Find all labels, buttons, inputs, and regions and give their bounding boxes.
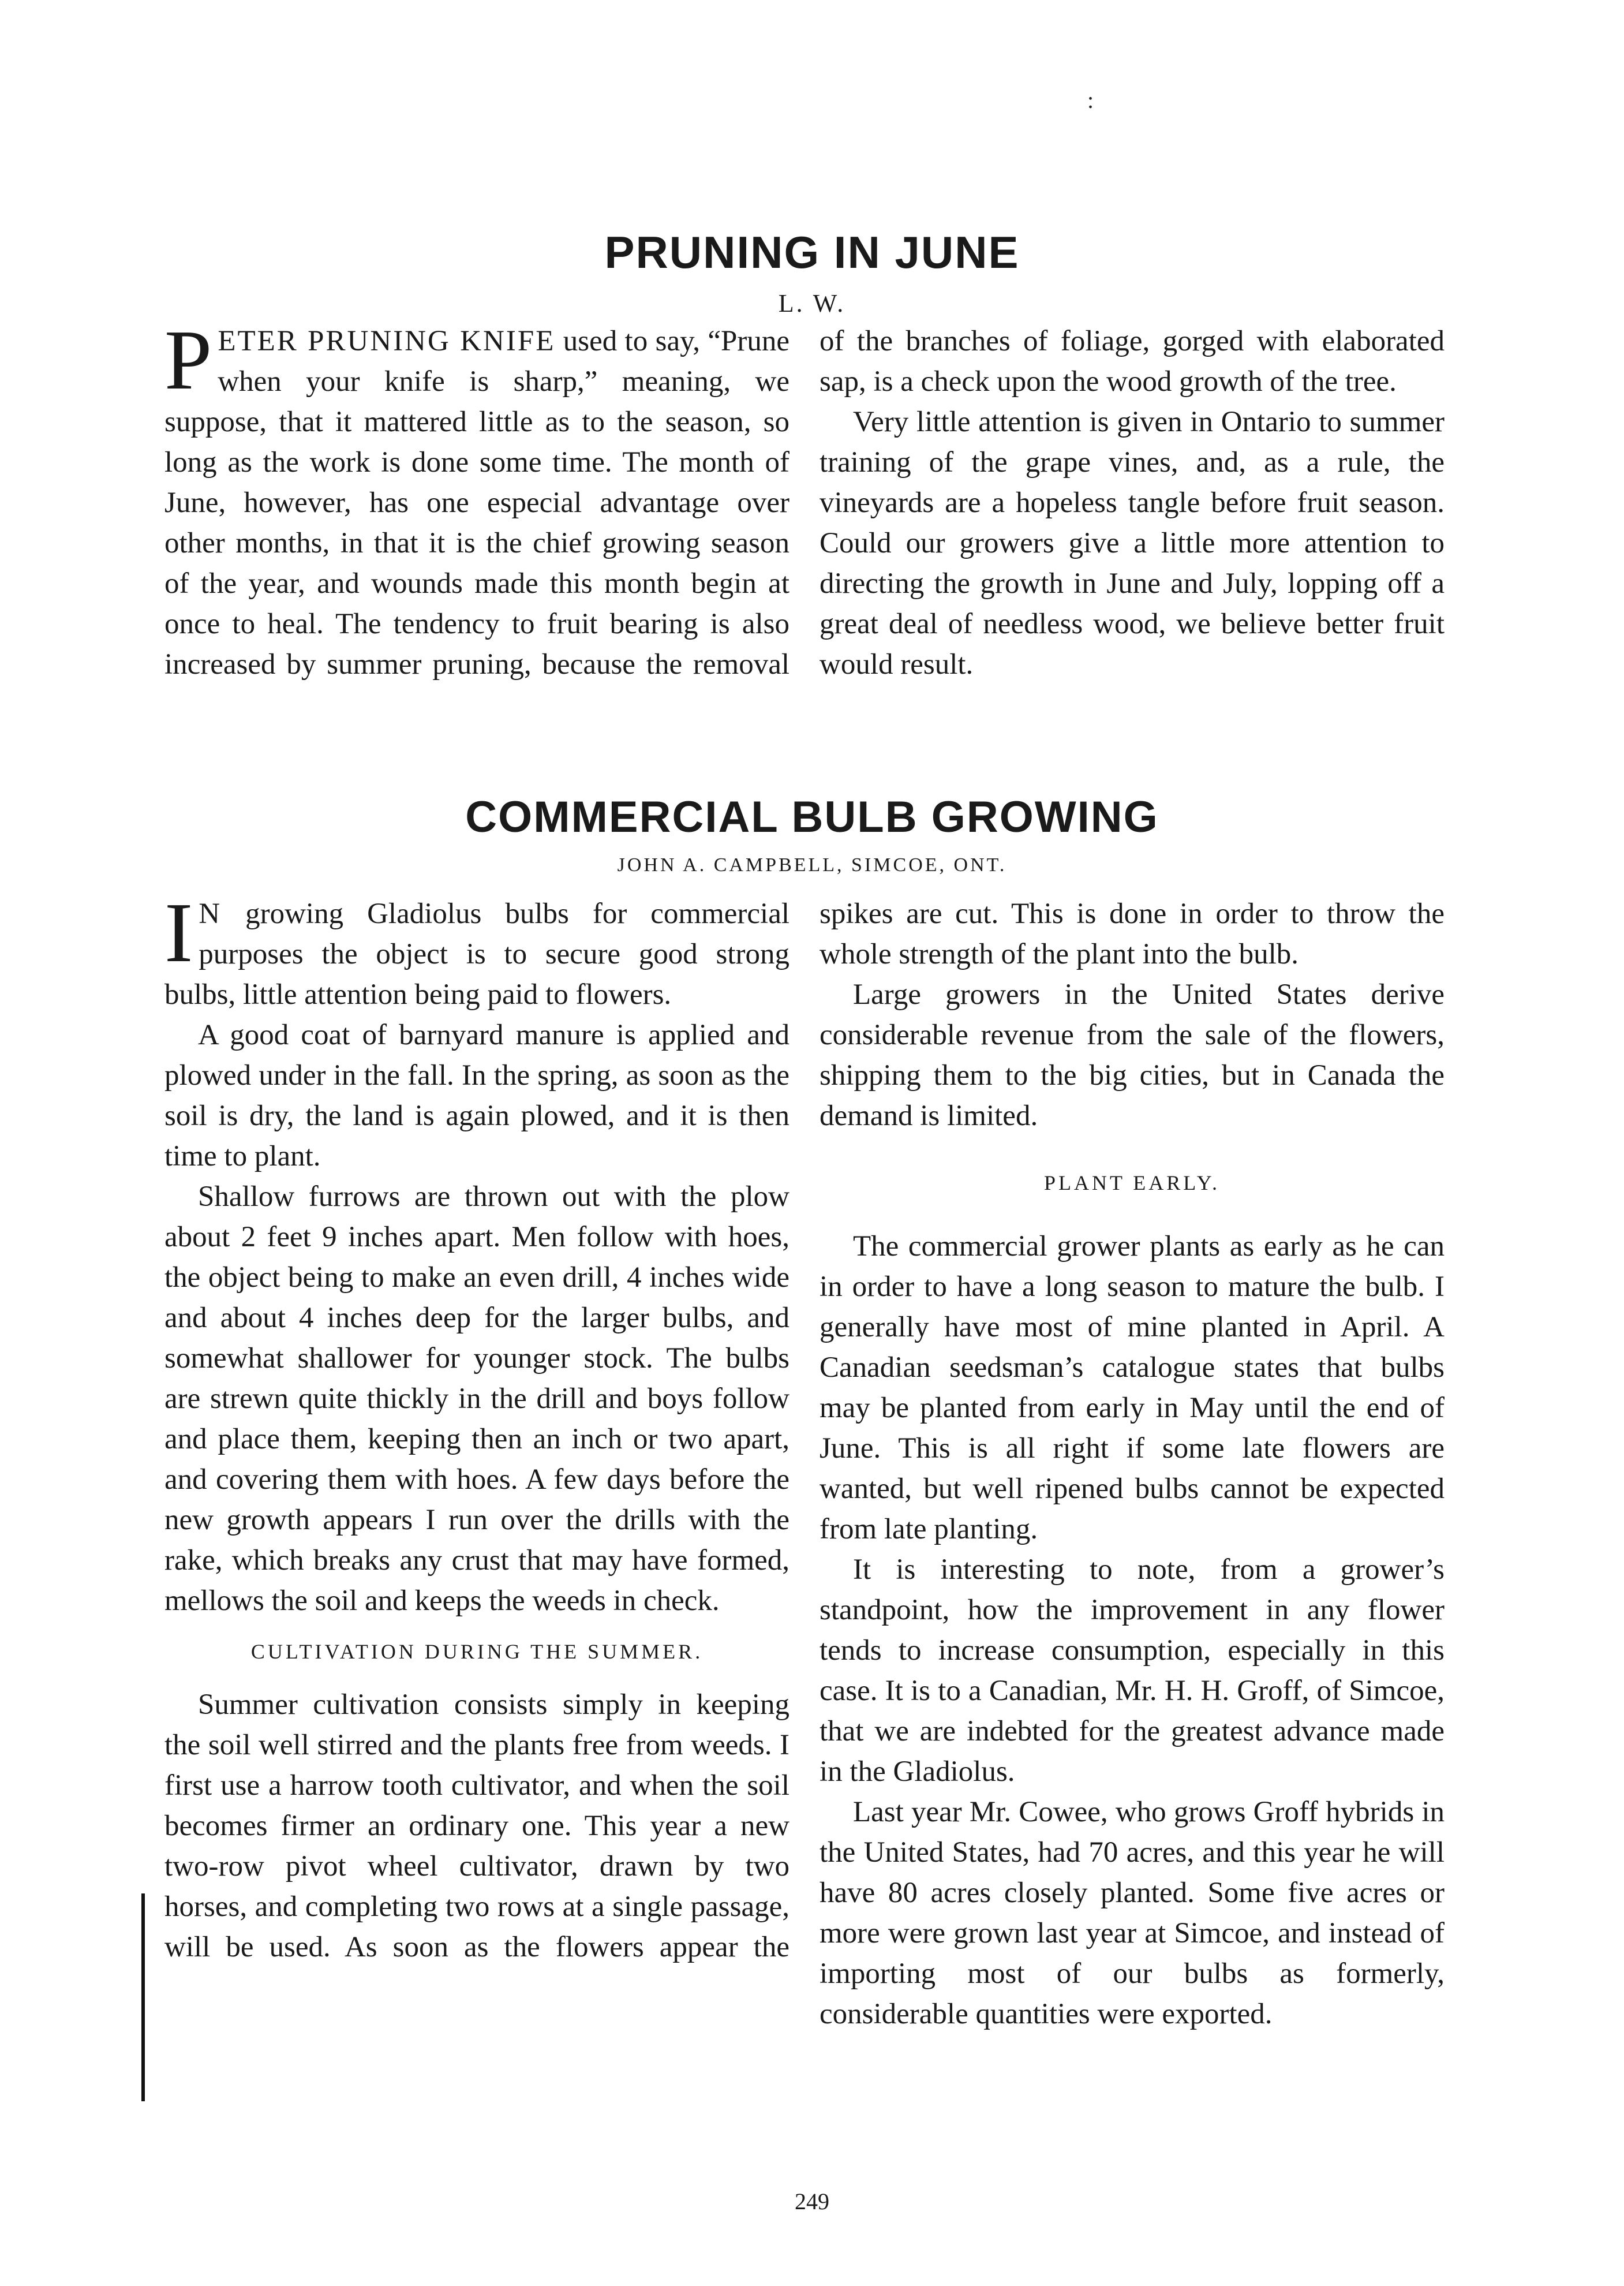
article2-body	[164, 886, 1445, 2152]
article2-paragraph-1	[164, 886, 789, 1015]
article2-title: COMMERCIAL BULB GROWING	[465, 793, 1159, 842]
margin-scan-mark	[141, 1893, 145, 2101]
article2-p1-text: growing Gladiolus bulbs for commercial purposes the object is to secure good strong bulbs, little attention being paid to flowers.	[164, 898, 789, 1011]
article2-paragraph-8: Last year Mr. Cowee, who grows Groff hybrids in the United States, had 70 acres, and this year he will have 80 acres closely planted. Some five acres or more were grown last year at Simcoe, and instead of importing most of our bulbs as formerly, considerable quantities were exported.	[820, 1796, 1445, 2030]
article2-subhead-plant-early: PLANT EARLY.	[1043, 1171, 1221, 1194]
article1-dropcap: P	[164, 313, 212, 408]
article1-p1-text: used to say, “Prune when your knife is sharp,” meaning, we suppose, that it mattered little as to the season, so long as the work is done some time. The month of June, however, has one especial advantage over other months, in that it is the chief growing season of the year, and wounds made this month begin at once to heal. The tendency to fruit bearing is also increased by summer pruning, because the removal of the branches of foliage, gorged with elaborated sap, is a check upon the wood growth of the tree.	[164, 325, 1445, 681]
article2-lead-caps: N	[199, 898, 222, 930]
article2-paragraph-6: The commercial grower plants as early as he can in order to have a long season to mature the bulb. I generally have most of mine planted in April. A Canadian seedsman’s catalogue states that bulbs may be planted from early in May until the end of June. This is all right if some late flowers are wanted, but well ripened bulbs cannot be expected from late planting.	[820, 1230, 1445, 1545]
article2-paragraph-3: Shallow furrows are thrown out with the plow about 2 feet 9 inches apart. Men follow with hoes, the object being to make an even drill, 4 inches wide and about 4 inches deep for the larger bulbs, and somewhat shallower for younger stock. The bulbs are strewn quite thickly in the drill and boys follow and place them, keeping then an inch or two apart, and covering them with hoes. A few days before the new growth appears I run over the drills with the rake, which breaks any crust that may have formed, mellows the soil and keeps the weeds in check.	[164, 1181, 789, 1617]
article2-paragraph-5: Large growers in the United States derive considerable revenue from the sale of the flowers, shipping them to the big cities, but in Canada the demand is limited.	[820, 978, 1445, 1132]
article2-paragraph-7: It is interesting to note, from a grower’s standpoint, how the improvement in any flower tends to increase consumption, especially in this case. It is to a Canadian, Mr. H. H. Groff, of Simcoe, that we are indebted for the greatest advance made in the Gladiolus.	[820, 1553, 1445, 1788]
article1-lead-caps: ETER PRUNING KNIFE	[218, 325, 556, 357]
article1-title: PRUNING IN JUNE	[604, 227, 1020, 278]
article1-paragraph-2: Very little attention is given in Ontario to summer training of the grape vines, and, as a rule, the vineyards are a hopeless tangle before fruit season. Could our growers give a little more attention to directing the growth in June and July, lopping off a great deal of needless wood, we believe better fruit would result.	[820, 406, 1445, 681]
article2-paragraph-4: Summer cultivation consists simply in keeping the soil well stirred and the plants free from weeds. I first use a harrow tooth cultivator, and when the soil becomes firmer an ordinary one. This year a new two-row pivot wheel cultivator, drawn by two horses, and completing two rows at a single passage, will be used. As soon as the flowers appear the spikes are cut. This is done in order to throw the whole strength of the plant into the bulb.	[164, 898, 1445, 1963]
article2-subhead-cultivation: CULTIVATION DURING THE SUMMER.	[250, 1640, 704, 1663]
article2-author: JOHN A. CAMPBELL, SIMCOE, ONT.	[617, 854, 1007, 876]
top-mark: :	[1087, 87, 1094, 113]
article2-paragraph-2: A good coat of barnyard manure is applied and plowed under in the fall. In the spring, as soon as the soil is dry, the land is again plowed, and it is then time to plant.	[164, 1019, 789, 1172]
article1-author: L. W.	[778, 289, 846, 318]
page-number: 249	[795, 2188, 829, 2214]
article1-body	[164, 313, 1445, 748]
article2-dropcap: I	[164, 886, 193, 980]
